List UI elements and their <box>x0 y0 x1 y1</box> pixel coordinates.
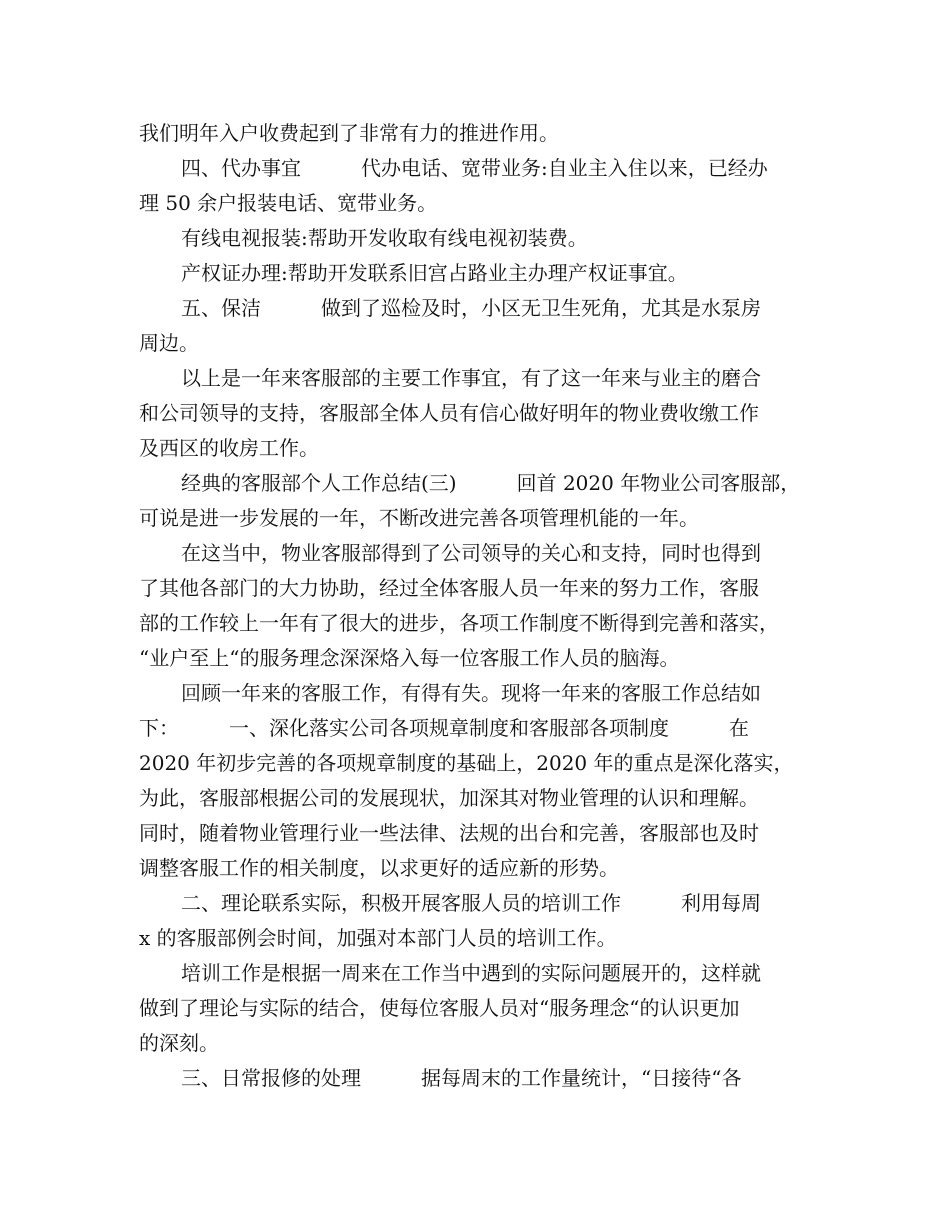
text-line: 部的工作较上一年有了很大的进步，各项工作制度不断得到完善和落实， <box>139 611 779 635</box>
text-line: 以上是一年来客服部的主要工作事宜，有了这一年来与业主的磨合 <box>181 366 761 390</box>
text-line: “业户至上“的服务理念深深烙入每一位客服工作人员的脑海。 <box>139 646 680 670</box>
text-line: x 的客服部例会时间，加强对本部门人员的培训工作。 <box>139 926 617 950</box>
document-body <box>139 116 819 1096</box>
text-line: 三、日常报修的处理 据每周末的工作量统计，“日接待“各 <box>181 1066 742 1090</box>
text-line: 调整客服工作的相关制度，以求更好的适应新的形势。 <box>139 856 619 880</box>
text-line: 了其他各部门的大力协助，经过全体客服人员一年来的努力工作，客服 <box>139 576 759 600</box>
text-line: 可说是进一步发展的一年，不断改进完善各项管理机能的一年。 <box>139 506 699 530</box>
text-line: 在这当中，物业客服部得到了公司领导的关心和支持，同时也得到 <box>181 541 761 565</box>
text-line: 五、保洁 做到了巡检及时，小区无卫生死角，尤其是水泵房 <box>181 296 761 320</box>
text-line: 回顾一年来的客服工作，有得有失。现将一年来的客服工作总结如 <box>181 681 761 705</box>
text-line: 经典的客服部个人工作总结(三) 回首 2020 年物业公司客服部， <box>181 471 801 495</box>
text-line: 培训工作是根据一周来在工作当中遇到的实际问题展开的，这样就 <box>181 961 761 985</box>
text-line: 2020 年初步完善的各项规章制度的基础上，2020 年的重点是深化落实， <box>139 751 794 775</box>
text-line: 周边。 <box>139 331 199 355</box>
text-line: 有线电视报装:帮助开发收取有线电视初装费。 <box>181 226 588 250</box>
text-line: 同时，随着物业管理行业一些法律、法规的出台和完善，客服部也及时 <box>139 821 759 845</box>
text-line: 产权证办理:帮助开发联系旧宫占路业主办理产权证事宜。 <box>181 261 688 285</box>
text-line: 做到了理论与实际的结合，使每位客服人员对“服务理念“的认识更加 <box>139 996 740 1020</box>
text-line: 我们明年入户收费起到了非常有力的推进作用。 <box>139 121 559 145</box>
text-line: 的深刻。 <box>139 1031 219 1055</box>
text-line: 下： 一、深化落实公司各项规章制度和客服部各项制度 在 <box>139 716 749 740</box>
text-line: 为此，客服部根据公司的发展现状，加深其对物业管理的认识和理解。 <box>139 786 759 810</box>
text-line: 理 50 余户报装电话、宽带业务。 <box>139 191 438 215</box>
text-line: 四、代办事宜 代办电话、宽带业务:自业主入住以来，已经办 <box>181 156 768 180</box>
text-line: 和公司领导的支持，客服部全体人员有信心做好明年的物业费收缴工作 <box>139 401 759 425</box>
text-line: 二、理论联系实际，积极开展客服人员的培训工作 利用每周 <box>181 891 761 915</box>
text-line: 及西区的收房工作。 <box>139 436 319 460</box>
